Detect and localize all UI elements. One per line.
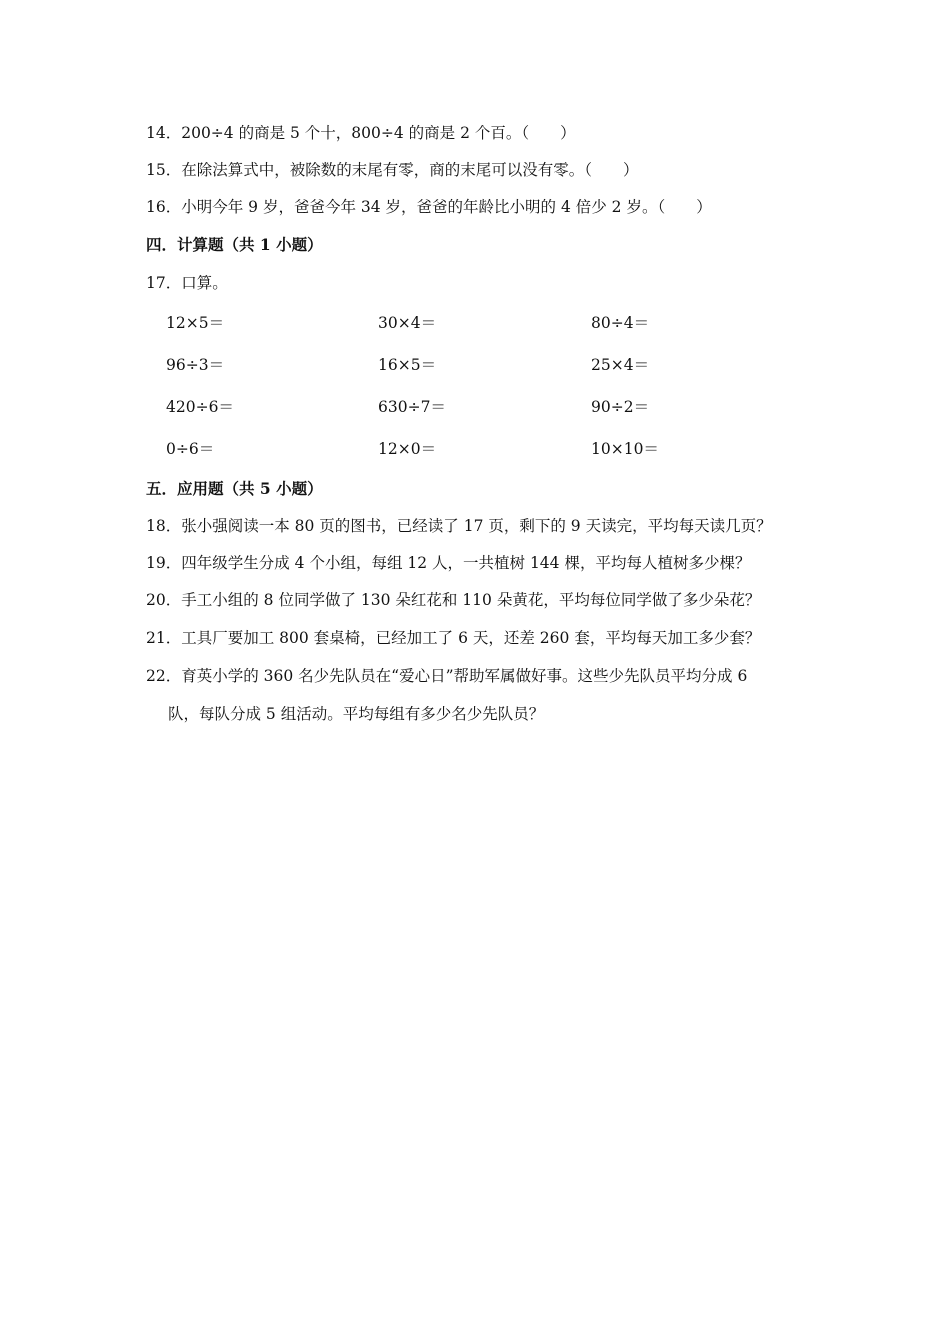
calc-item: 16×5＝ — [378, 356, 437, 374]
question-16: 16．小明今年 9 岁，爸爸今年 34 岁，爸爸的年龄比小明的 4 倍少 2 岁。（ ） — [146, 198, 712, 216]
calc-item: 12×0＝ — [378, 440, 437, 458]
calc-row — [166, 354, 806, 396]
calc-item: 30×4＝ — [378, 314, 437, 332]
question-22-continuation: 队，每队分成 5 组活动。平均每组有多少名少先队员？ — [168, 705, 545, 723]
calc-item: 10×10＝ — [591, 440, 659, 458]
question-21: 21．工具厂要加工 800 套桌椅，已经加工了 6 天，还差 260 套，平均每天加工多少套？ — [146, 629, 761, 647]
calc-item: 96÷3＝ — [166, 356, 225, 374]
question-17: 17．口算。 — [146, 274, 228, 292]
question-18: 18．张小强阅读一本 80 页的图书，已经读了 17 页，剩下的 9 天读完，平均每天读几页？ — [146, 517, 772, 535]
question-22: 22．育英小学的 360 名少先队员在“爱心日”帮助军属做好事。这些少先队员平均分成 6 — [146, 667, 748, 685]
question-20: 20．手工小组的 8 位同学做了 130 朵红花和 110 朵黄花，平均每位同学做了多少朵花？ — [146, 591, 761, 609]
calc-item: 80÷4＝ — [591, 314, 650, 332]
section-4-heading: 四．计算题（共 1 小题） — [146, 235, 323, 254]
calc-item: 90÷2＝ — [591, 398, 650, 416]
oral-calculation-grid — [166, 312, 806, 480]
calc-item: 12×5＝ — [166, 314, 225, 332]
calc-item: 0÷6＝ — [166, 440, 215, 458]
calc-row — [166, 396, 806, 438]
calc-row — [166, 312, 806, 354]
calc-item: 25×4＝ — [591, 356, 650, 374]
question-19: 19．四年级学生分成 4 个小组，每组 12 人，一共植树 144 棵，平均每人植树多少棵？ — [146, 554, 751, 572]
question-15: 15．在除法算式中，被除数的末尾有零，商的末尾可以没有零。（ ） — [146, 161, 639, 179]
calc-row — [166, 438, 806, 480]
question-14: 14．200÷4 的商是 5 个十，800÷4 的商是 2 个百。（ ） — [146, 124, 576, 142]
calc-item: 420÷6＝ — [166, 398, 234, 416]
section-5-heading: 五．应用题（共 5 小题） — [146, 479, 323, 498]
calc-item: 630÷7＝ — [378, 398, 446, 416]
